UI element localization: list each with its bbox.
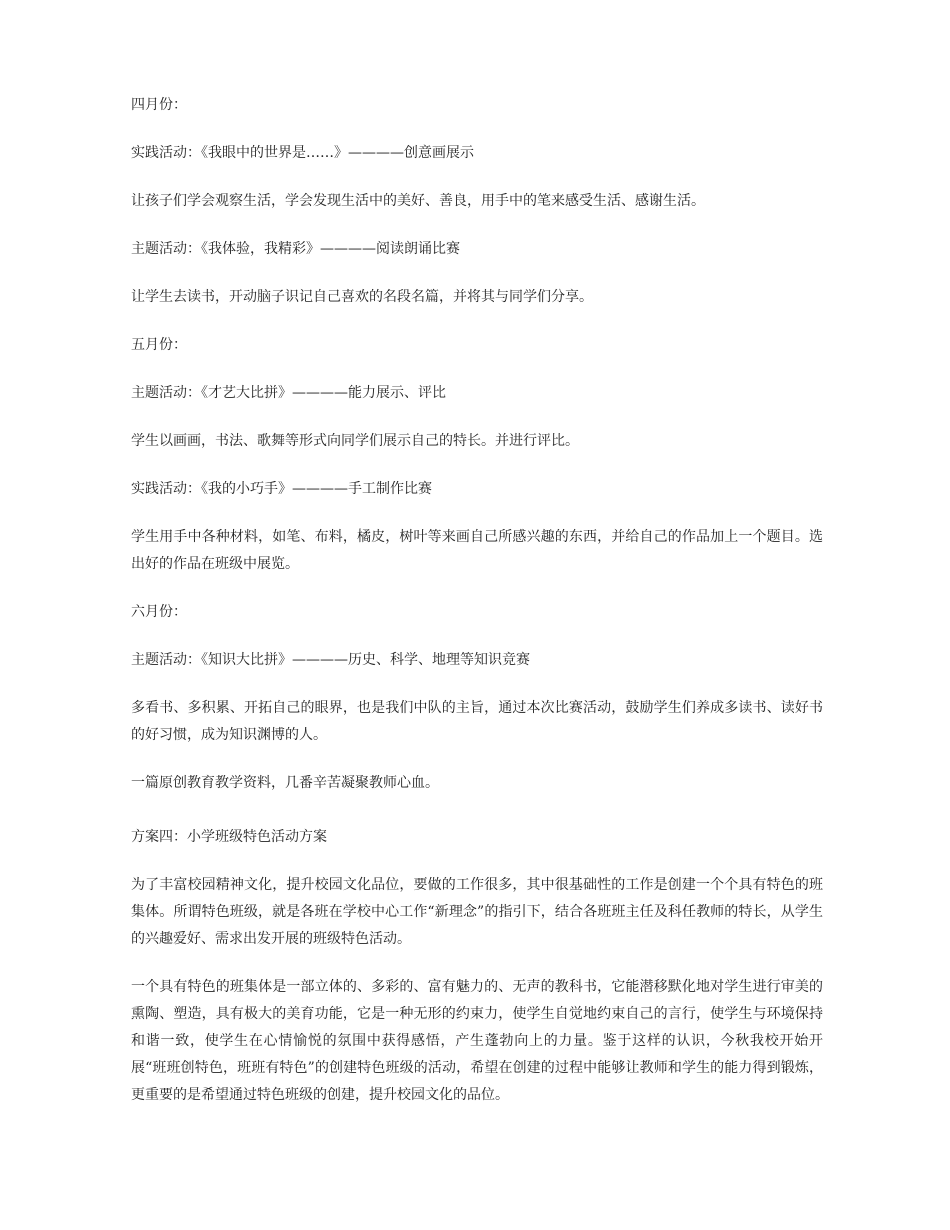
plan-four-intro-paragraph: 为了丰富校园精神文化，提升校园文化品位，要做的工作很多，其中很基础性的工作是创建一个个具有特色的班集体。所谓特色班级，就是各班在学校中心工作“新理念”的指引下，结合各班班主任及科任教师的特长，从学生的兴趣爱好、需求出发开展的班级特色活动。 — [131, 877, 823, 947]
activity-may-practice-description: 学生用手中各种材料，如笔、布料，橘皮，树叶等来画自己所感兴趣的东西，并给自己的作品加上一个题目。选出好的作品在班级中展览。 — [131, 529, 823, 572]
activity-may-theme-description: 学生以画画，书法、歌舞等形式向同学们展示自己的特长。并进行评比。 — [131, 433, 579, 449]
activity-may-theme: 主题活动：《才艺大比拼》————能力展示、评比 — [131, 385, 446, 401]
plan-four-title: 方案四：小学班级特色活动方案 — [131, 829, 327, 845]
activity-april-theme: 主题活动：《我体验，我精彩》————阅读朗诵比赛 — [131, 241, 460, 257]
heading-june: 六月份： — [131, 604, 187, 620]
activity-april-theme-description: 让学生去读书，开动脑子识记自己喜欢的名段名篇，并将其与同学们分享。 — [131, 289, 593, 305]
activity-april-practice: 实践活动：《我眼中的世界是……》————创意画展示 — [131, 145, 474, 161]
plan-four-body-paragraph: 一个具有特色的班集体是一部立体的、多彩的、富有魅力的、无声的教科书，它能潜移默化地对学生进行审美的熏陶、塑造，具有极大的美育功能，它是一种无形的约束力，使学生自觉地约束自己的言行，使学生与环境保持和谐一致，使学生在心情愉悦的氛围中获得感悟，产生蓬勃向上的力量。鉴于这样的认识，今秋我校开始开展“班班创特色，班班有特色”的创建特色班级的活动，希望在创建的过程中能够让教师和学生的能力得到锻炼，更重要的是希望通过特色班级的创建，提升校园文化的品位。 — [131, 979, 823, 1103]
closing-note: 一篇原创教育教学资料，几番辛苦凝聚教师心血。 — [131, 775, 439, 791]
activity-may-practice: 实践活动：《我的小巧手》————手工制作比赛 — [131, 481, 432, 497]
activity-june-theme-description: 多看书、多积累、开拓自己的眼界，也是我们中队的主旨，通过本次比赛活动，鼓励学生们养成多读书、读好书的好习惯，成为知识渊博的人。 — [131, 700, 823, 743]
activity-april-practice-description: 让孩子们学会观察生活，学会发现生活中的美好、善良，用手中的笔来感受生活、感谢生活。 — [131, 193, 705, 209]
activity-june-theme: 主题活动：《知识大比拼》————历史、科学、地理等知识竞赛 — [131, 652, 530, 668]
heading-may: 五月份： — [131, 337, 187, 353]
document-body — [131, 92, 823, 1130]
heading-april: 四月份： — [131, 97, 187, 113]
